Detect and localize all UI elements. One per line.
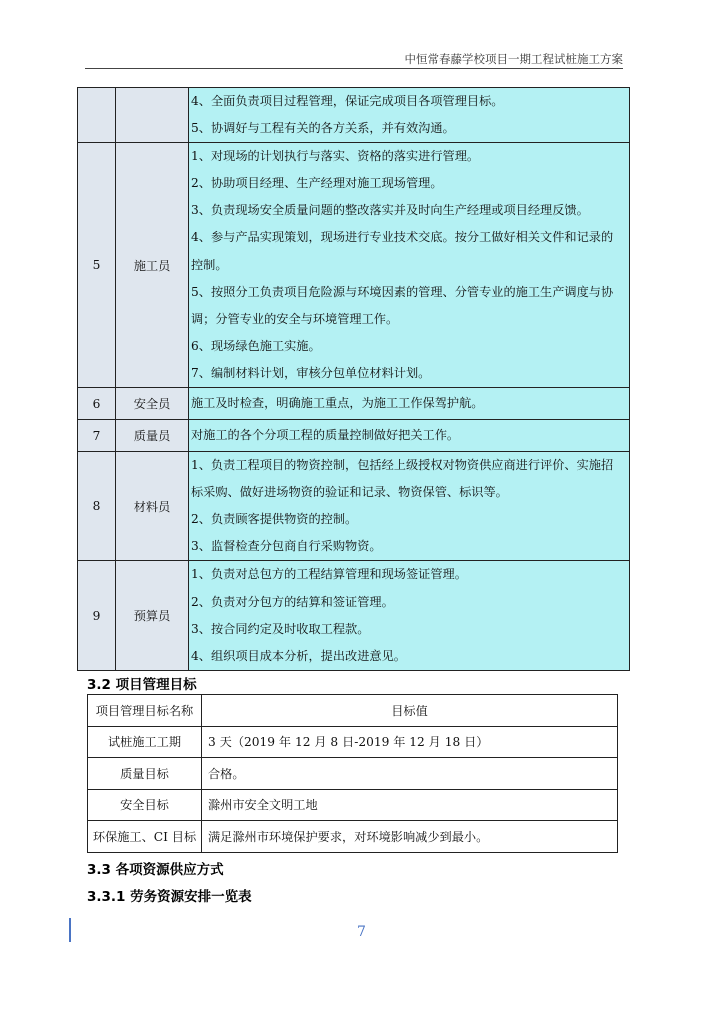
duty-line: 1、负责对总包方的工程结算管理和现场签证管理。: [191, 567, 467, 582]
role-number: 6: [78, 388, 116, 420]
section-title-3-3-1: 3.3.1 劳务资源安排一览表: [87, 889, 252, 905]
roles-table-row: [78, 388, 630, 420]
role-number: 8: [78, 452, 116, 561]
duty-line: 7、编制材料计划，审核分包单位材料计划。: [191, 365, 431, 380]
goals-header-name: 项目管理目标名称: [88, 695, 202, 727]
role-duties: [189, 388, 630, 420]
duty-line: 1、负责工程项目的物资控制，包括经上级授权对物资供应商进行评价、实施招: [191, 458, 614, 473]
goals-table-header-row: [88, 695, 618, 727]
duty-line: 3、负责现场安全质量问题的整改落实并及时向生产经理或项目经理反馈。: [191, 203, 589, 218]
role-duties: [189, 452, 630, 561]
role-name: 质量员: [116, 420, 189, 452]
duty-line: 2、负责对分包方的结算和签证管理。: [191, 594, 394, 609]
roles-table-row: [78, 420, 630, 452]
role-number: 5: [78, 143, 116, 388]
page-number: 7: [357, 924, 366, 940]
role-duties: [189, 143, 630, 388]
roles-table-row: [78, 561, 630, 670]
goal-name: 安全目标: [88, 789, 202, 821]
duty-line: 2、负责顾客提供物资的控制。: [191, 512, 358, 527]
duty-line: 施工及时检查，明确施工重点，为施工工作保驾护航。: [191, 395, 484, 410]
goals-table-row: [88, 821, 618, 853]
roles-table-row: [78, 452, 630, 561]
goals-table-row: [88, 726, 618, 758]
role-duties: [189, 561, 630, 670]
duty-line: 调；分管专业的安全与环境管理工作。: [191, 311, 399, 326]
section-title-3-3: 3.3 各项资源供应方式: [87, 862, 224, 878]
roles-table-row: [78, 143, 630, 388]
role-name: 预算员: [116, 561, 189, 670]
goal-value: 滁州市安全文明工地: [202, 789, 618, 821]
duty-line: 1、对现场的计划执行与落实、资格的落实进行管理。: [191, 149, 480, 164]
duty-line: 2、协助项目经理、生产经理对施工现场管理。: [191, 176, 443, 191]
section-title-3-2: 3.2 项目管理目标: [87, 677, 197, 693]
roles-table-row: [78, 88, 630, 143]
duty-line: 5、按照分工负责项目危险源与环境因素的管理、分管专业的施工生产调度与协: [191, 284, 614, 299]
goals-table-row: [88, 758, 618, 790]
role-duties: [189, 420, 630, 452]
roles-duties-table: [77, 87, 630, 671]
goals-header-value: 目标值: [202, 695, 618, 727]
role-name: 施工员: [116, 143, 189, 388]
goal-name: 环保施工、CI 目标: [88, 821, 202, 853]
role-name: 材料员: [116, 452, 189, 561]
goal-value: 3 天（2019 年 12 月 8 日-2019 年 12 月 18 日）: [202, 726, 618, 758]
duty-line: 4、参与产品实现策划，现场进行专业技术交底。按分工做好相关文件和记录的: [191, 230, 614, 245]
goals-table-row: [88, 789, 618, 821]
duty-line: 4、全面负责项目过程管理，保证完成项目各项管理目标。: [191, 94, 504, 108]
management-goals-table: [87, 694, 618, 853]
duty-line: 6、现场绿色施工实施。: [191, 338, 321, 353]
duty-line: 控制。: [191, 257, 228, 272]
role-number: 7: [78, 420, 116, 452]
duty-line: 3、按合同约定及时收取工程款。: [191, 621, 370, 636]
duty-line: 5、协调好与工程有关的各方关系，并有效沟通。: [191, 121, 455, 136]
role-name: 安全员: [116, 388, 189, 420]
duty-line: 4、组织项目成本分析，提出改进意见。: [191, 648, 406, 663]
duty-line: 标采购、做好进场物资的验证和记录、物资保管、标识等。: [191, 485, 508, 500]
header-divider: [85, 68, 623, 69]
goal-value: 满足滁州市环境保护要求，对环境影响减少到最小。: [202, 821, 618, 853]
document-header-title: 中恒常春藤学校项目一期工程试桩施工方案: [404, 52, 623, 66]
goal-name: 质量目标: [88, 758, 202, 790]
role-name: [116, 88, 189, 143]
role-duties: [189, 88, 630, 143]
goal-value: 合格。: [202, 758, 618, 790]
duty-line: 3、监督检查分包商自行采购物资。: [191, 539, 382, 554]
duty-line: 对施工的各个分项工程的质量控制做好把关工作。: [191, 427, 460, 442]
role-number: 9: [78, 561, 116, 670]
goal-name: 试桩施工工期: [88, 726, 202, 758]
role-number: [78, 88, 116, 143]
